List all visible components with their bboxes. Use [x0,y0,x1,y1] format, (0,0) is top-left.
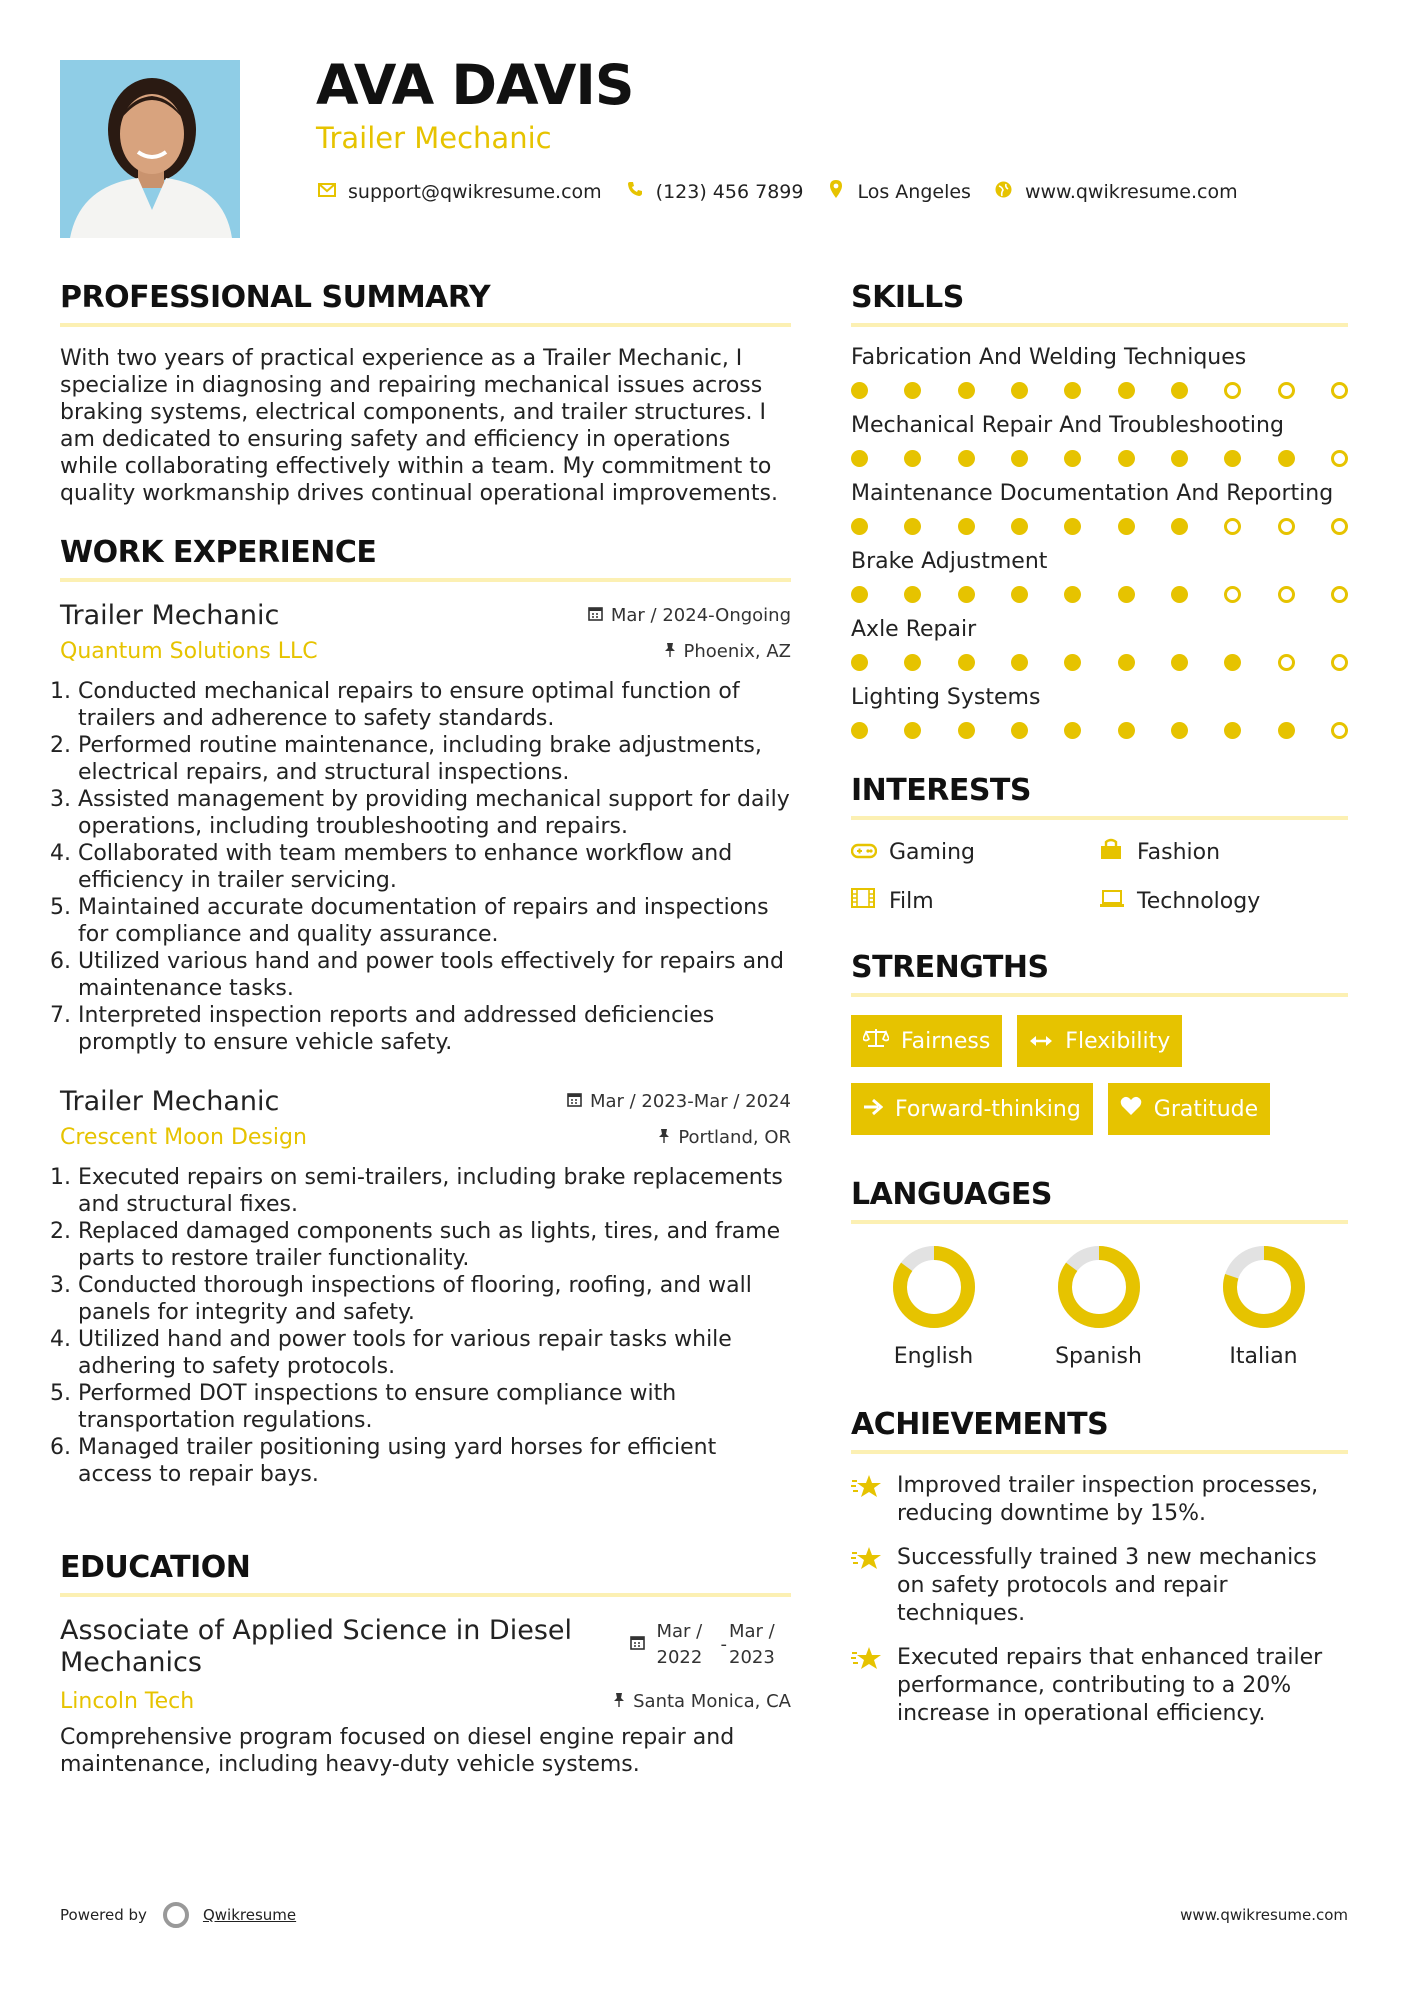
rating-dot-empty [1331,654,1348,671]
rating-dot-empty [1331,518,1348,535]
arrow-right-icon [863,1097,883,1122]
language-item [1016,1242,1181,1369]
education-entry [60,1615,791,1778]
achievement-text: Successfully trained 3 new mechanics on safety protocols and repair techniques. [897,1545,1317,1626]
language-donut [889,1242,979,1332]
contact-location [825,180,970,203]
rating-dot-empty [1278,586,1295,603]
section-divider [851,993,1348,997]
list-item: 2. Performed routine maintenance, including brake adjustments, electrical repairs, and structural inspections. [78,732,791,786]
section-divider [60,578,791,582]
skill-rating [851,450,1348,467]
achievement-item [851,1644,1348,1728]
interest-label: Technology [1137,888,1261,914]
languages-heading: LANGUAGES [851,1177,1052,1212]
website-text: www.qwikresume.com [1024,180,1238,203]
rating-dot-filled [958,518,975,535]
education-dates [630,1619,792,1671]
strength-label: Flexibility [1065,1028,1171,1054]
powered-by [60,1902,296,1928]
strength-tag [1108,1083,1270,1135]
skill-rating [851,722,1348,739]
qwikresume-logo-icon [163,1902,189,1928]
list-item: 1. Conducted mechanical repairs to ensure optimal function of trailers and adherence to safety standards. [78,678,791,732]
experience-heading: WORK EXPERIENCE [60,535,377,570]
skill-item [851,685,1348,739]
strength-label: Fairness [901,1028,991,1054]
skill-rating [851,518,1348,535]
skill-name: Mechanical Repair And Troubleshooting [851,413,1284,438]
map-pin-icon [825,180,847,203]
pushpin-icon [664,642,676,661]
star-icon [851,1544,897,1628]
calendar-icon [567,1092,582,1111]
job-date-text: Mar / 2024-Ongoing [610,605,791,626]
list-item: 2. Replaced damaged components such as lights, tires, and frame parts to restore trailer functionality. [78,1218,791,1272]
contact-email[interactable] [316,181,602,203]
rating-dot-filled [1224,654,1241,671]
language-name: Italian [1229,1344,1298,1369]
powered-by-label: Powered by [60,1906,147,1924]
interests-heading: INTERESTS [851,773,1031,808]
skills-heading: SKILLS [851,280,964,315]
languages-list [851,1242,1348,1369]
interest-item [851,838,1099,866]
company-name: Crescent Moon Design [60,1125,307,1150]
rating-dot-filled [1064,722,1081,739]
rating-dot-filled [851,654,868,671]
skill-name: Brake Adjustment [851,549,1048,574]
rating-dot-empty [1278,518,1295,535]
rating-dot-filled [1118,450,1135,467]
rating-dot-filled [958,382,975,399]
school-location [613,1691,791,1712]
left-column [60,272,791,1778]
list-item: 6. Managed trailer positioning using yard horses for efficient access to repair bays. [78,1434,791,1488]
skill-name: Maintenance Documentation And Reporting [851,481,1334,506]
interests-list [851,838,1348,914]
calendar-icon [630,1632,645,1658]
section-divider [851,323,1348,327]
profile-photo [60,60,240,238]
footer [60,1902,1348,1928]
scale-icon [863,1028,889,1054]
list-item: 1. Executed repairs on semi-trailers, including brake replacements and structural fixes. [78,1164,791,1218]
list-item: 7. Interpreted inspection reports and addressed deficiencies promptly to ensure vehicle safety. [78,1002,791,1056]
candidate-name: AVA DAVIS [316,53,634,117]
skill-item [851,481,1348,535]
achievements-heading: ACHIEVEMENTS [851,1407,1109,1442]
rating-dot-filled [1171,518,1188,535]
arrows-icon [1029,1029,1053,1054]
rating-dot-empty [1224,586,1241,603]
job-bullets [60,678,791,1056]
interest-label: Gaming [889,839,975,865]
education-heading: EDUCATION [60,1550,251,1585]
education-end-date: Mar / 2023 [729,1621,775,1668]
strength-tag [851,1015,1002,1067]
list-item: 5. Maintained accurate documentation of repairs and inspections for compliance and quality assurance. [78,894,791,948]
rating-dot-empty [1331,586,1348,603]
job-date [588,605,791,626]
rating-dot-empty [1331,722,1348,739]
rating-dot-filled [1064,518,1081,535]
rating-dot-filled [1171,586,1188,603]
rating-dot-filled [958,722,975,739]
rating-dot-empty [1278,382,1295,399]
rating-dot-filled [851,722,868,739]
interest-label: Film [889,888,934,914]
strength-label: Gratitude [1153,1096,1259,1122]
list-item: 4. Utilized hand and power tools for various repair tasks while adhering to safety protocols. [78,1326,791,1380]
job-location [658,1127,791,1148]
section-divider [60,323,791,327]
laptop-icon [1099,889,1137,914]
rating-dot-filled [1064,382,1081,399]
section-divider [851,1220,1348,1224]
strengths-list [851,1015,1348,1151]
list-item: 3. Assisted management by providing mechanical support for daily operations, including troubleshooting and repairs. [78,786,791,840]
strengths-heading: STRENGTHS [851,950,1049,985]
rating-dot-filled [904,450,921,467]
skill-rating [851,654,1348,671]
interest-item [1099,888,1348,914]
rating-dot-empty [1224,382,1241,399]
job-location-text: Portland, OR [678,1127,791,1148]
rating-dot-empty [1331,450,1348,467]
section-divider [851,816,1348,820]
email-text: support@qwikresume.com [348,180,602,203]
star-icon [851,1472,897,1528]
interest-item [851,888,1099,914]
rating-dot-filled [851,586,868,603]
skill-item [851,413,1348,467]
school-location-text: Santa Monica, CA [633,1691,791,1712]
rating-dot-filled [1011,518,1028,535]
rating-dot-filled [1118,382,1135,399]
rating-dot-filled [904,654,921,671]
skill-rating [851,382,1348,399]
envelope-icon [316,181,338,202]
qwikresume-link[interactable]: Qwikresume [202,1906,297,1924]
job-location-text: Phoenix, AZ [683,641,791,662]
rating-dot-filled [958,654,975,671]
language-name: English [893,1344,974,1369]
skill-item [851,549,1348,603]
job-date-text: Mar / 2023-Mar / 2024 [589,1091,791,1112]
rating-dot-filled [904,586,921,603]
rating-dot-filled [1064,586,1081,603]
heart-icon [1120,1096,1142,1122]
rating-dot-filled [851,382,868,399]
interest-item [1099,838,1348,866]
rating-dot-filled [904,382,921,399]
rating-dot-filled [1118,654,1135,671]
language-item [1181,1242,1346,1369]
strength-label: Forward-thinking [895,1096,1081,1122]
list-item: 4. Collaborated with team members to enhance workflow and efficiency in trailer servicing. [78,840,791,894]
phone-text: (123) 456 7899 [655,180,804,203]
rating-dot-filled [1011,450,1028,467]
rating-dot-filled [1011,382,1028,399]
rating-dot-filled [1171,382,1188,399]
rating-dot-filled [1011,722,1028,739]
rating-dot-empty [1224,518,1241,535]
rating-dot-filled [1011,654,1028,671]
achievements-list [851,1472,1348,1728]
strength-tag [1017,1015,1182,1067]
film-icon [851,888,889,914]
rating-dot-filled [1118,518,1135,535]
job-title: Trailer Mechanic [60,600,280,631]
rating-dot-filled [1171,722,1188,739]
rating-dot-filled [904,518,921,535]
rating-dot-filled [958,586,975,603]
job-date [567,1091,791,1112]
rating-dot-filled [1064,654,1081,671]
location-text: Los Angeles [857,180,971,203]
rating-dot-filled [1118,586,1135,603]
bag-icon [1099,838,1137,866]
skills-list [851,345,1348,739]
job-title: Trailer Mechanic [60,1086,280,1117]
job-entry [60,600,791,1056]
rating-dot-empty [1278,654,1295,671]
language-donut [1054,1242,1144,1332]
education-description: Comprehensive program focused on diesel engine repair and maintenance, including heavy-duty vehicle systems. [60,1725,735,1777]
rating-dot-filled [1064,450,1081,467]
rating-dot-filled [958,450,975,467]
calendar-icon [588,606,603,625]
globe-icon [993,181,1015,203]
rating-dot-filled [1171,654,1188,671]
skill-name: Lighting Systems [851,685,1041,710]
section-divider [851,1450,1348,1454]
list-item: 6. Utilized various hand and power tools effectively for repairs and maintenance tasks. [78,948,791,1002]
right-column [851,272,1348,1744]
language-donut [1219,1242,1309,1332]
rating-dot-filled [1224,722,1241,739]
rating-dot-filled [851,518,868,535]
summary-heading: PROFESSIONAL SUMMARY [60,280,491,315]
achievement-item [851,1544,1348,1628]
contact-website[interactable] [993,181,1238,203]
company-name: Quantum Solutions LLC [60,639,318,664]
job-location [664,641,792,662]
section-divider [60,1593,791,1597]
pushpin-icon [658,1128,670,1147]
pushpin-icon [613,1692,625,1711]
achievement-item [851,1472,1348,1528]
rating-dot-filled [1278,722,1295,739]
language-item [851,1242,1016,1369]
rating-dot-empty [1331,382,1348,399]
rating-dot-filled [1011,586,1028,603]
gamepad-icon [851,840,889,865]
footer-website[interactable]: www.qwikresume.com [1180,1906,1348,1924]
skill-item [851,617,1348,671]
interest-label: Fashion [1137,839,1221,865]
date-separator: - [720,1634,727,1655]
degree-title: Associate of Applied Science in Diesel Mechanics [60,1615,573,1678]
strength-tag [851,1083,1093,1135]
skill-item [851,345,1348,399]
rating-dot-filled [1171,450,1188,467]
job-entry [60,1086,791,1488]
rating-dot-filled [904,722,921,739]
contact-phone[interactable] [624,181,804,203]
job-bullets [60,1164,791,1488]
rating-dot-filled [1118,722,1135,739]
list-item: 5. Performed DOT inspections to ensure compliance with transportation regulations. [78,1380,791,1434]
achievement-text: Executed repairs that enhanced trailer performance, contributing to a 20% increase in operational efficiency. [897,1645,1323,1726]
summary-text: With two years of practical experience as a Trailer Mechanic, I specialize in diagnosing and repairing mechanical issues across braking systems, electrical components, and trailer structures. I am dedicated to ensuring safety and efficiency in operations while collaborating effectively within a team. My commitment to quality workmanship drives continual operational improvements. [60,346,778,506]
candidate-title: Trailer Mechanic [316,121,552,155]
star-icon [851,1644,897,1728]
rating-dot-filled [851,450,868,467]
list-item: 3. Conducted thorough inspections of flooring, roofing, and wall panels for integrity and safety. [78,1272,791,1326]
language-name: Spanish [1055,1344,1142,1369]
education-start-date: Mar / 2022 [656,1621,703,1668]
skill-name: Axle Repair [851,617,977,642]
phone-icon [624,181,646,202]
rating-dot-filled [1224,450,1241,467]
contact-bar [316,180,1260,203]
school-name: Lincoln Tech [60,1689,195,1714]
skill-name: Fabrication And Welding Techniques [851,345,1247,370]
skill-rating [851,586,1348,603]
achievement-text: Improved trailer inspection processes, reducing downtime by 15%. [897,1473,1319,1526]
rating-dot-filled [1278,450,1295,467]
